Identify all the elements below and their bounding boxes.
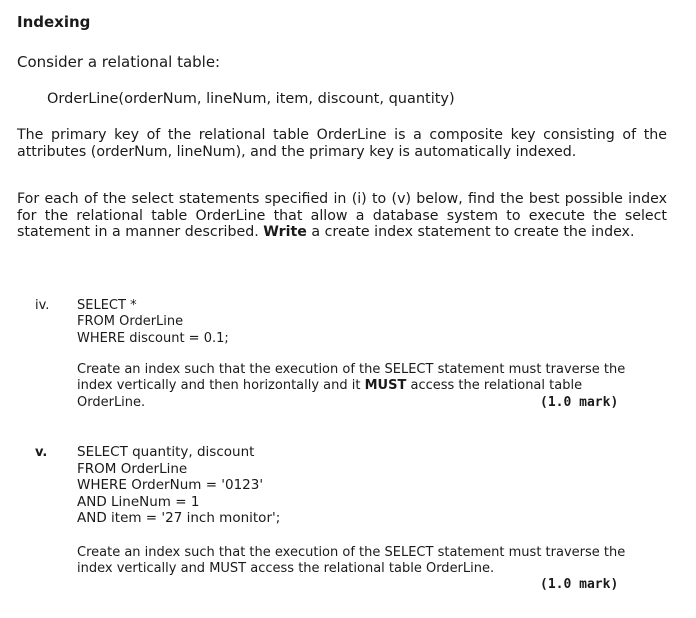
question-label-iv: iv. xyxy=(35,298,50,313)
sql-line: WHERE OrderNum = '0123' xyxy=(77,477,264,493)
mark-label-v: (1.0 mark) xyxy=(540,577,619,592)
description-bold-must: MUST xyxy=(364,378,407,394)
sql-line: AND LineNum = 1 xyxy=(77,493,200,510)
section-heading: Indexing xyxy=(17,13,91,31)
sql-line: FROM OrderLine xyxy=(77,314,184,330)
description-text-start: Create an index such that the execution of the SELECT statement must traverse the index vertically and then horizontally and it xyxy=(77,362,626,394)
sql-statement-iv xyxy=(77,298,229,347)
sql-line: SELECT quantity, discount xyxy=(77,444,255,460)
instructions-bold-write: Write xyxy=(263,224,307,240)
sql-line: AND item = '27 inch monitor'; xyxy=(77,510,281,526)
instructions-text-start: For each of the select statements specified in (i) to (v) below, find the best possible index for the relational table OrderLine that allow a database system to execute the select statement in a manner described. xyxy=(17,191,667,240)
intro-text: Consider a relational table: xyxy=(17,53,221,71)
sql-line: FROM OrderLine xyxy=(77,460,188,477)
sql-line: WHERE discount = 0.1; xyxy=(77,330,229,346)
description-text-start: Create an index such that the execution of the SELECT statement must traverse the index vertically and MUST access the relational table OrderLine. xyxy=(77,545,626,577)
instructions-text-end: a create index statement to create the index. xyxy=(306,224,635,240)
description-text-end: access the relational table OrderLine. xyxy=(77,378,583,410)
question-description-v xyxy=(77,545,627,578)
mark-label-iv: (1.0 mark) xyxy=(540,395,619,410)
instructions-paragraph xyxy=(17,191,667,241)
sql-line: SELECT * xyxy=(77,298,137,313)
question-label-v: v. xyxy=(35,445,48,460)
relation-schema: OrderLine(orderNum, lineNum, item, discount, quantity) xyxy=(47,91,455,107)
primary-key-paragraph: The primary key of the relational table OrderLine is a composite key consisting of the attributes (orderNum, lineNum), and the primary key is automatically indexed. xyxy=(17,127,667,160)
sql-statement-v xyxy=(77,444,280,527)
